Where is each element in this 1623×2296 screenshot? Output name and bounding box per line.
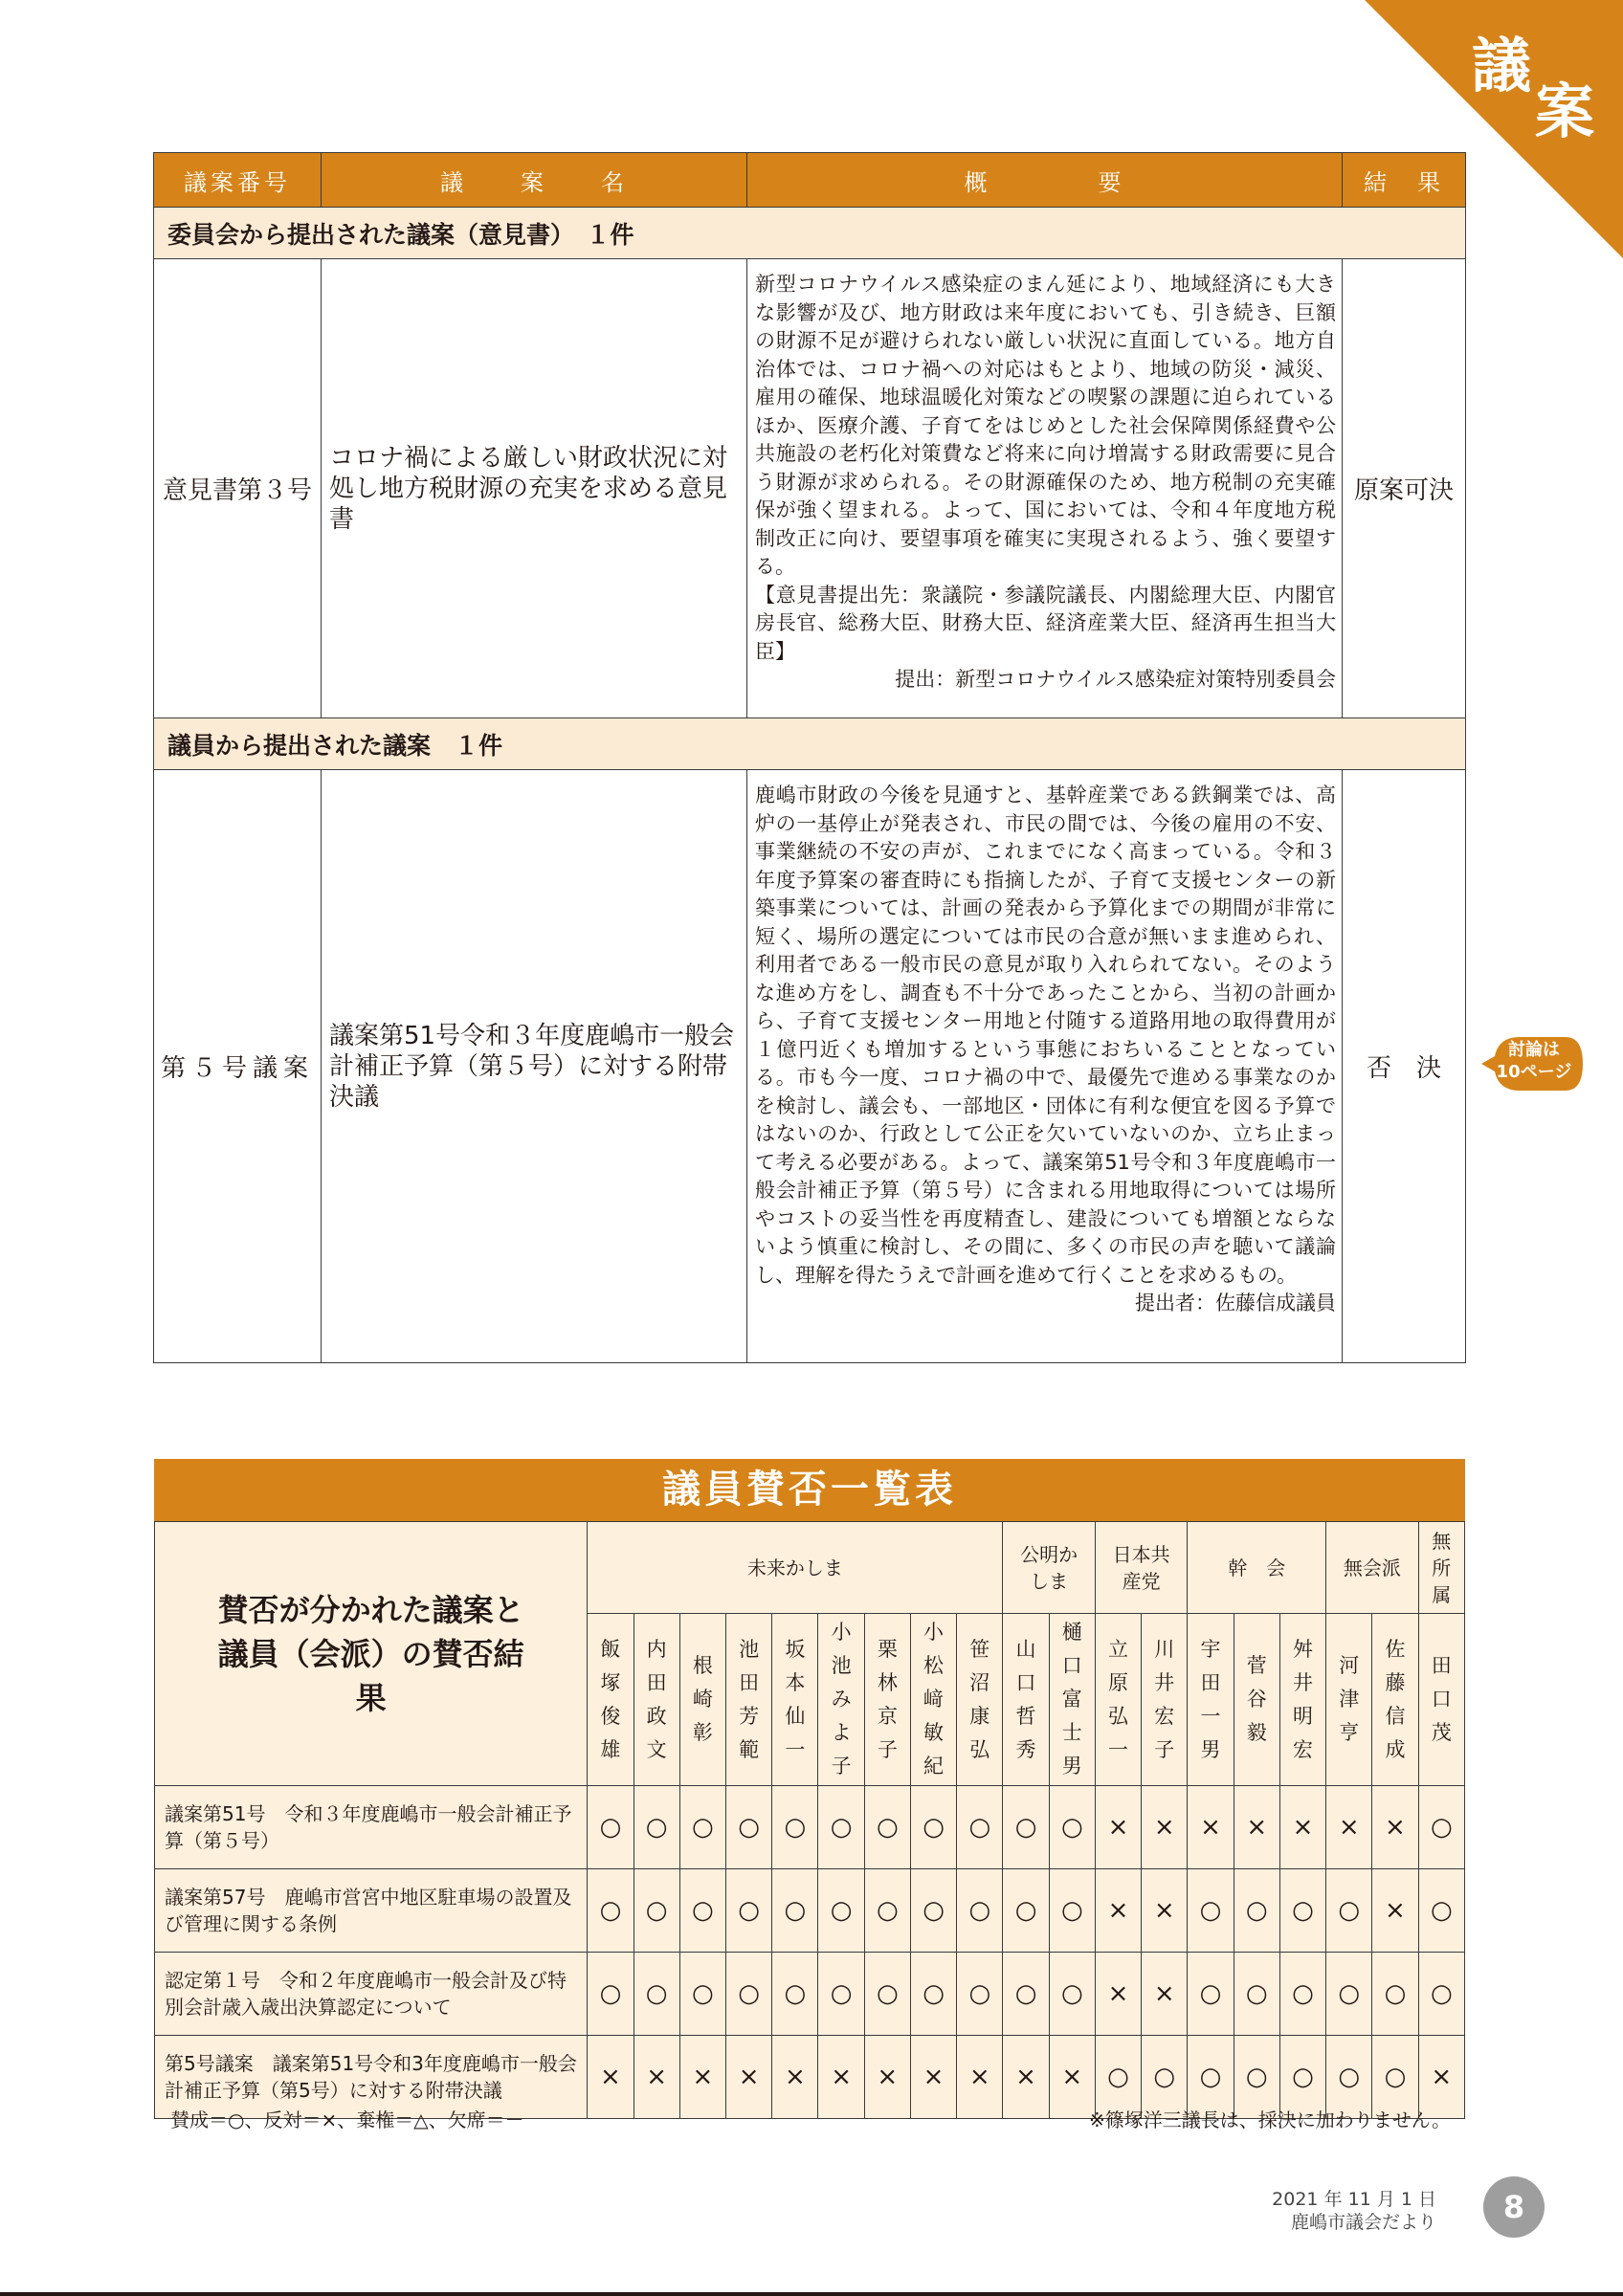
bill-name: コロナ禍による厳しい財政状況に対処し地方税財源の充実を求める意見書 (322, 259, 747, 718)
vote-mark: ○ (679, 1869, 725, 1953)
member-name (1003, 1614, 1049, 1786)
member-label: 笹沼康弘 (969, 1637, 990, 1761)
vote-mark: ○ (1418, 1953, 1464, 2036)
vote-mark: ○ (1418, 1786, 1464, 1869)
vote-mark: ○ (772, 1786, 818, 1869)
vote-mark: ○ (818, 1786, 864, 1869)
member-name (818, 1614, 864, 1786)
vote-mark: ○ (1188, 1953, 1234, 2036)
vote-mark: ○ (679, 1786, 725, 1869)
vote-mark: × (1372, 1786, 1418, 1869)
member-name (910, 1614, 956, 1786)
bill-summary-cell (747, 259, 1343, 718)
faction-name: 幹 会 (1188, 1522, 1326, 1614)
member-name (1372, 1614, 1418, 1786)
vote-mark: × (1234, 1786, 1279, 1869)
vote-mark: × (957, 2036, 1003, 2119)
vote-mark: × (726, 2036, 772, 2119)
vote-mark: ○ (957, 1953, 1003, 2036)
vote-mark: ○ (588, 1869, 634, 1953)
vote-mark: ○ (772, 1953, 818, 2036)
header-result: 結 果 (1343, 153, 1466, 208)
vote-mark: ○ (957, 1786, 1003, 1869)
vote-mark: ○ (634, 1786, 679, 1869)
vote-mark: ○ (634, 1869, 679, 1953)
vote-mark: × (818, 2036, 864, 2119)
bills-table (153, 152, 1466, 1363)
vote-mark: ○ (957, 1869, 1003, 1953)
member-label: 田口茂 (1431, 1654, 1452, 1744)
member-label: 坂本仙一 (785, 1637, 806, 1761)
member-label: 宇田一男 (1200, 1637, 1221, 1761)
vote-mark: × (1142, 1953, 1188, 2036)
member-name (957, 1614, 1003, 1786)
section-row (154, 718, 1466, 770)
member-name (1142, 1614, 1188, 1786)
member-label: 根崎彰 (692, 1654, 713, 1744)
vote-mark: × (1326, 1786, 1372, 1869)
member-name (1418, 1614, 1464, 1786)
vote-mark: ○ (1279, 1869, 1325, 1953)
vote-mark: × (588, 2036, 634, 2119)
bill-result: 否 決 (1343, 770, 1466, 1363)
vote-mark: × (1003, 2036, 1049, 2119)
vote-mark: ○ (1234, 2036, 1279, 2119)
member-name (772, 1614, 818, 1786)
vote-row (155, 1786, 1465, 1869)
vote-legend: 賛成＝○、反対＝×、棄権＝△、欠席＝－ (170, 2108, 524, 2131)
member-name (634, 1614, 679, 1786)
header-summary: 概 要 (747, 153, 1343, 208)
member-label: 山口哲秀 (1015, 1637, 1036, 1761)
faction-label: 日本共産党 (1112, 1542, 1170, 1593)
member-label: 飯塚俊雄 (600, 1637, 621, 1761)
vote-note: ※篠塚洋三議長は、採決に加わりません。 (1089, 2108, 1451, 2131)
vote-mark: × (1188, 1786, 1234, 1869)
vote-mark: ○ (1326, 2036, 1372, 2119)
member-name (1279, 1614, 1325, 1786)
vote-mark: ○ (818, 1869, 864, 1953)
member-name (1049, 1614, 1095, 1786)
vote-mark: × (1095, 1869, 1141, 1953)
vote-mark: × (1372, 1869, 1418, 1953)
member-label: 樋口富士男 (1061, 1621, 1082, 1777)
vote-mark: ○ (1234, 1869, 1279, 1953)
vote-mark: ○ (726, 1786, 772, 1869)
vote-mark: × (1142, 1786, 1188, 1869)
vote-mark: × (1095, 1953, 1141, 2036)
section-title: 議員から提出された議案 １件 (154, 718, 1466, 770)
bill-number: 第５号議案 (154, 770, 322, 1363)
vote-mark: ○ (634, 1953, 679, 2036)
vote-mark: × (864, 2036, 910, 2119)
vote-mark: ○ (1003, 1953, 1049, 2036)
member-name (588, 1614, 634, 1786)
vote-mark: ○ (1142, 2036, 1188, 2119)
faction-label: 無所属 (1432, 1529, 1452, 1606)
bottom-rule (0, 2292, 1623, 2296)
member-name (1188, 1614, 1234, 1786)
footer-info (1272, 2188, 1436, 2234)
vote-bill-label: 議案第51号 令和３年度鹿嶋市一般会計補正予算（第５号） (155, 1786, 588, 1869)
page-number: 8 (1483, 2176, 1545, 2238)
member-name (679, 1614, 725, 1786)
vote-mark: ○ (1326, 1869, 1372, 1953)
vote-mark: ○ (864, 1786, 910, 1869)
member-name (1326, 1614, 1372, 1786)
vote-mark: ○ (1188, 2036, 1234, 2119)
vote-mark: × (1049, 2036, 1095, 2119)
faction-row (155, 1522, 1465, 1614)
vote-mark: ○ (1279, 2036, 1325, 2119)
vote-mark: ○ (1049, 1869, 1095, 1953)
faction-name (1095, 1522, 1187, 1614)
member-label: 栗林京子 (877, 1637, 898, 1761)
vote-mark: × (1142, 1869, 1188, 1953)
member-label: 立原弘一 (1108, 1637, 1129, 1761)
vote-mark: ○ (1279, 1953, 1325, 2036)
vote-bill-label: 第5号議案 議案第51号令和3年度鹿嶋市一般会計補正予算（第5号）に対する附帯決議 (155, 2036, 588, 2119)
bill-submitter: 提出者：佐藤信成議員 (1135, 1292, 1336, 1314)
member-label: 内田政文 (646, 1637, 667, 1761)
member-name (726, 1614, 772, 1786)
member-name (1095, 1614, 1141, 1786)
section-row (154, 208, 1466, 259)
section-title: 委員会から提出された議案（意見書） １件 (154, 208, 1466, 259)
corner-label-2: 案 (1534, 77, 1594, 146)
corner-label-1: 議 (1471, 31, 1531, 100)
vote-table (154, 1521, 1465, 2119)
callout-line-1: 討論は (1508, 1040, 1560, 1060)
bill-row (154, 259, 1466, 718)
vote-mark: × (1279, 1786, 1325, 1869)
vote-mark: ○ (1326, 1953, 1372, 2036)
member-label: 川井宏子 (1154, 1637, 1175, 1761)
callout-text (1481, 1039, 1587, 1083)
bill-summary: 鹿嶋市財政の今後を見通すと、基幹産業である鉄鋼業では、高炉の一基停止が発表され、市民の間では、今後の雇用の不安、事業継続の不安の声が、これまでになく高まっている。令和３年度予算案の審査時にも指摘したが、子育て支援センターの新築事業については、計画の発表から予算化までの期間が非常に短く、場所の選定については市民の合意が無いまま進められ、利用者である一般市民の意見が取り入れられてない。そのような進め方をし、調査も不十分であったことから、当初の計画から、子育て支援センター用地と付随する道路用地の取得費用が１億円近くも増加するという事態におちいることとなっている。市も今一度、コロナ禍の中で、最優先で進める事業なのかを検討し、議会も、一部地区・団体に有利な便宜を図る予算ではないのか、行政として公正を欠いていないのか、立ち止まって考える必要がある。よって、議案第51号令和３年度鹿嶋市一般会計補正予算（第５号）に含まれる用地取得については場所やコストの妥当性を再度精査し、建設についても増額とならないよう慎重に検討し、その間に、多くの市民の声を聴いて議論し、理解を得たうえで計画を進めて行くことを求めるもの。 (755, 784, 1336, 1287)
vote-mark: ○ (1095, 2036, 1141, 2119)
member-label: 池田芳範 (739, 1637, 760, 1761)
faction-name: 未来かしま (588, 1522, 1003, 1614)
member-label: 河津亨 (1339, 1654, 1360, 1744)
member-label: 舛井明宏 (1292, 1637, 1313, 1761)
vote-mark: ○ (1234, 1953, 1279, 2036)
vote-mark: ○ (772, 1869, 818, 1953)
vote-mark: ○ (910, 1953, 956, 2036)
member-label: 小池みよ子 (831, 1621, 852, 1777)
header-bill-number: 議案番号 (154, 153, 322, 208)
bill-result: 原案可決 (1343, 259, 1466, 718)
vote-mark: ○ (726, 1869, 772, 1953)
member-label: 佐藤信成 (1385, 1637, 1406, 1761)
bill-summary: 新型コロナウイルス感染症のまん延により、地域経済にも大きな影響が及び、地方財政は来年度においても、引き続き、巨額の財源不足が避けられない厳しい状況に直面している。地方自治体では、コロナ禍への対応はもとより、地域の防災・減災、雇用の確保、地球温暖化対策などの喫緊の課題に迫られているほか、医療介護、子育てをはじめとした社会保障関係経費や公共施設の老朽化対策費など将来に向け増嵩する財政需要に見合う財源が求められる。その財源確保のため、地方税制の充実確保が強く望まれる。よって、国においては、令和４年度地方税制改正に向け、要望事項を確実に実現されるよう、強く要望する。 (755, 273, 1336, 578)
faction-name (1003, 1522, 1095, 1614)
vote-table-lead-cell (155, 1522, 588, 1786)
vote-bill-label: 議案第57号 鹿嶋市営宮中地区駐車場の設置及び管理に関する条例 (155, 1869, 588, 1953)
issue-date: 2021 年 11 月 1 日 (1272, 2189, 1436, 2210)
vote-bill-label: 認定第１号 令和２年度鹿嶋市一般会計及び特別会計歳入歳出決算認定について (155, 1953, 588, 2036)
vote-mark: ○ (864, 1953, 910, 2036)
vote-mark: × (772, 2036, 818, 2119)
vote-mark: ○ (864, 1869, 910, 1953)
faction-name (1418, 1522, 1464, 1614)
vote-mark: ○ (910, 1786, 956, 1869)
bill-row (154, 770, 1466, 1363)
vote-mark: ○ (1003, 1786, 1049, 1869)
vote-mark: × (634, 2036, 679, 2119)
bill-summary-cell (747, 770, 1343, 1363)
bill-number: 意見書第３号 (154, 259, 322, 718)
faction-name: 無会派 (1326, 1522, 1418, 1614)
vote-mark: ○ (1418, 1869, 1464, 1953)
vote-table-title: 議員賛否一覧表 (154, 1459, 1465, 1521)
faction-label: 公明かしま (1020, 1542, 1078, 1593)
bills-header-row (154, 153, 1466, 208)
vote-mark: × (1418, 2036, 1464, 2119)
vote-mark: × (1095, 1786, 1141, 1869)
member-name (1234, 1614, 1279, 1786)
member-name (864, 1614, 910, 1786)
vote-row (155, 1953, 1465, 2036)
vote-mark: ○ (1188, 1869, 1234, 1953)
publication-name: 鹿嶋市議会だより (1290, 2212, 1436, 2233)
member-label: 菅谷毅 (1246, 1654, 1267, 1744)
bill-destination: 【意見書提出先：衆議院・参議院議長、内閣総理大臣、内閣官房長官、総務大臣、財務大臣、経済産業大臣、経済再生担当大臣】 (755, 583, 1336, 663)
vote-mark: ○ (1003, 1869, 1049, 1953)
vote-mark: ○ (1372, 2036, 1418, 2119)
vote-row (155, 1869, 1465, 1953)
vote-table-lead: 賛否が分かれた議案と議員（会派）の賛否結果 (217, 1591, 524, 1716)
vote-mark: ○ (910, 1869, 956, 1953)
bill-submitter: 提出：新型コロナウイルス感染症対策特別委員会 (895, 668, 1336, 691)
vote-mark: ○ (1372, 1953, 1418, 2036)
debate-page-callout (1481, 1033, 1587, 1094)
vote-mark: ○ (588, 1953, 634, 2036)
header-bill-name: 議 案 名 (322, 153, 747, 208)
member-label: 小松﨑敏紀 (923, 1621, 945, 1777)
bill-name: 議案第51号令和３年度鹿嶋市一般会計補正予算（第５号）に対する附帯決議 (322, 770, 747, 1363)
vote-mark: ○ (679, 1953, 725, 2036)
vote-mark: ○ (818, 1953, 864, 2036)
vote-mark: ○ (588, 1786, 634, 1869)
vote-mark: ○ (1049, 1953, 1095, 2036)
callout-line-2: 10ページ (1496, 1062, 1572, 1082)
vote-mark: × (910, 2036, 956, 2119)
vote-mark: ○ (1049, 1786, 1095, 1869)
vote-mark: ○ (726, 1953, 772, 2036)
vote-mark: × (679, 2036, 725, 2119)
